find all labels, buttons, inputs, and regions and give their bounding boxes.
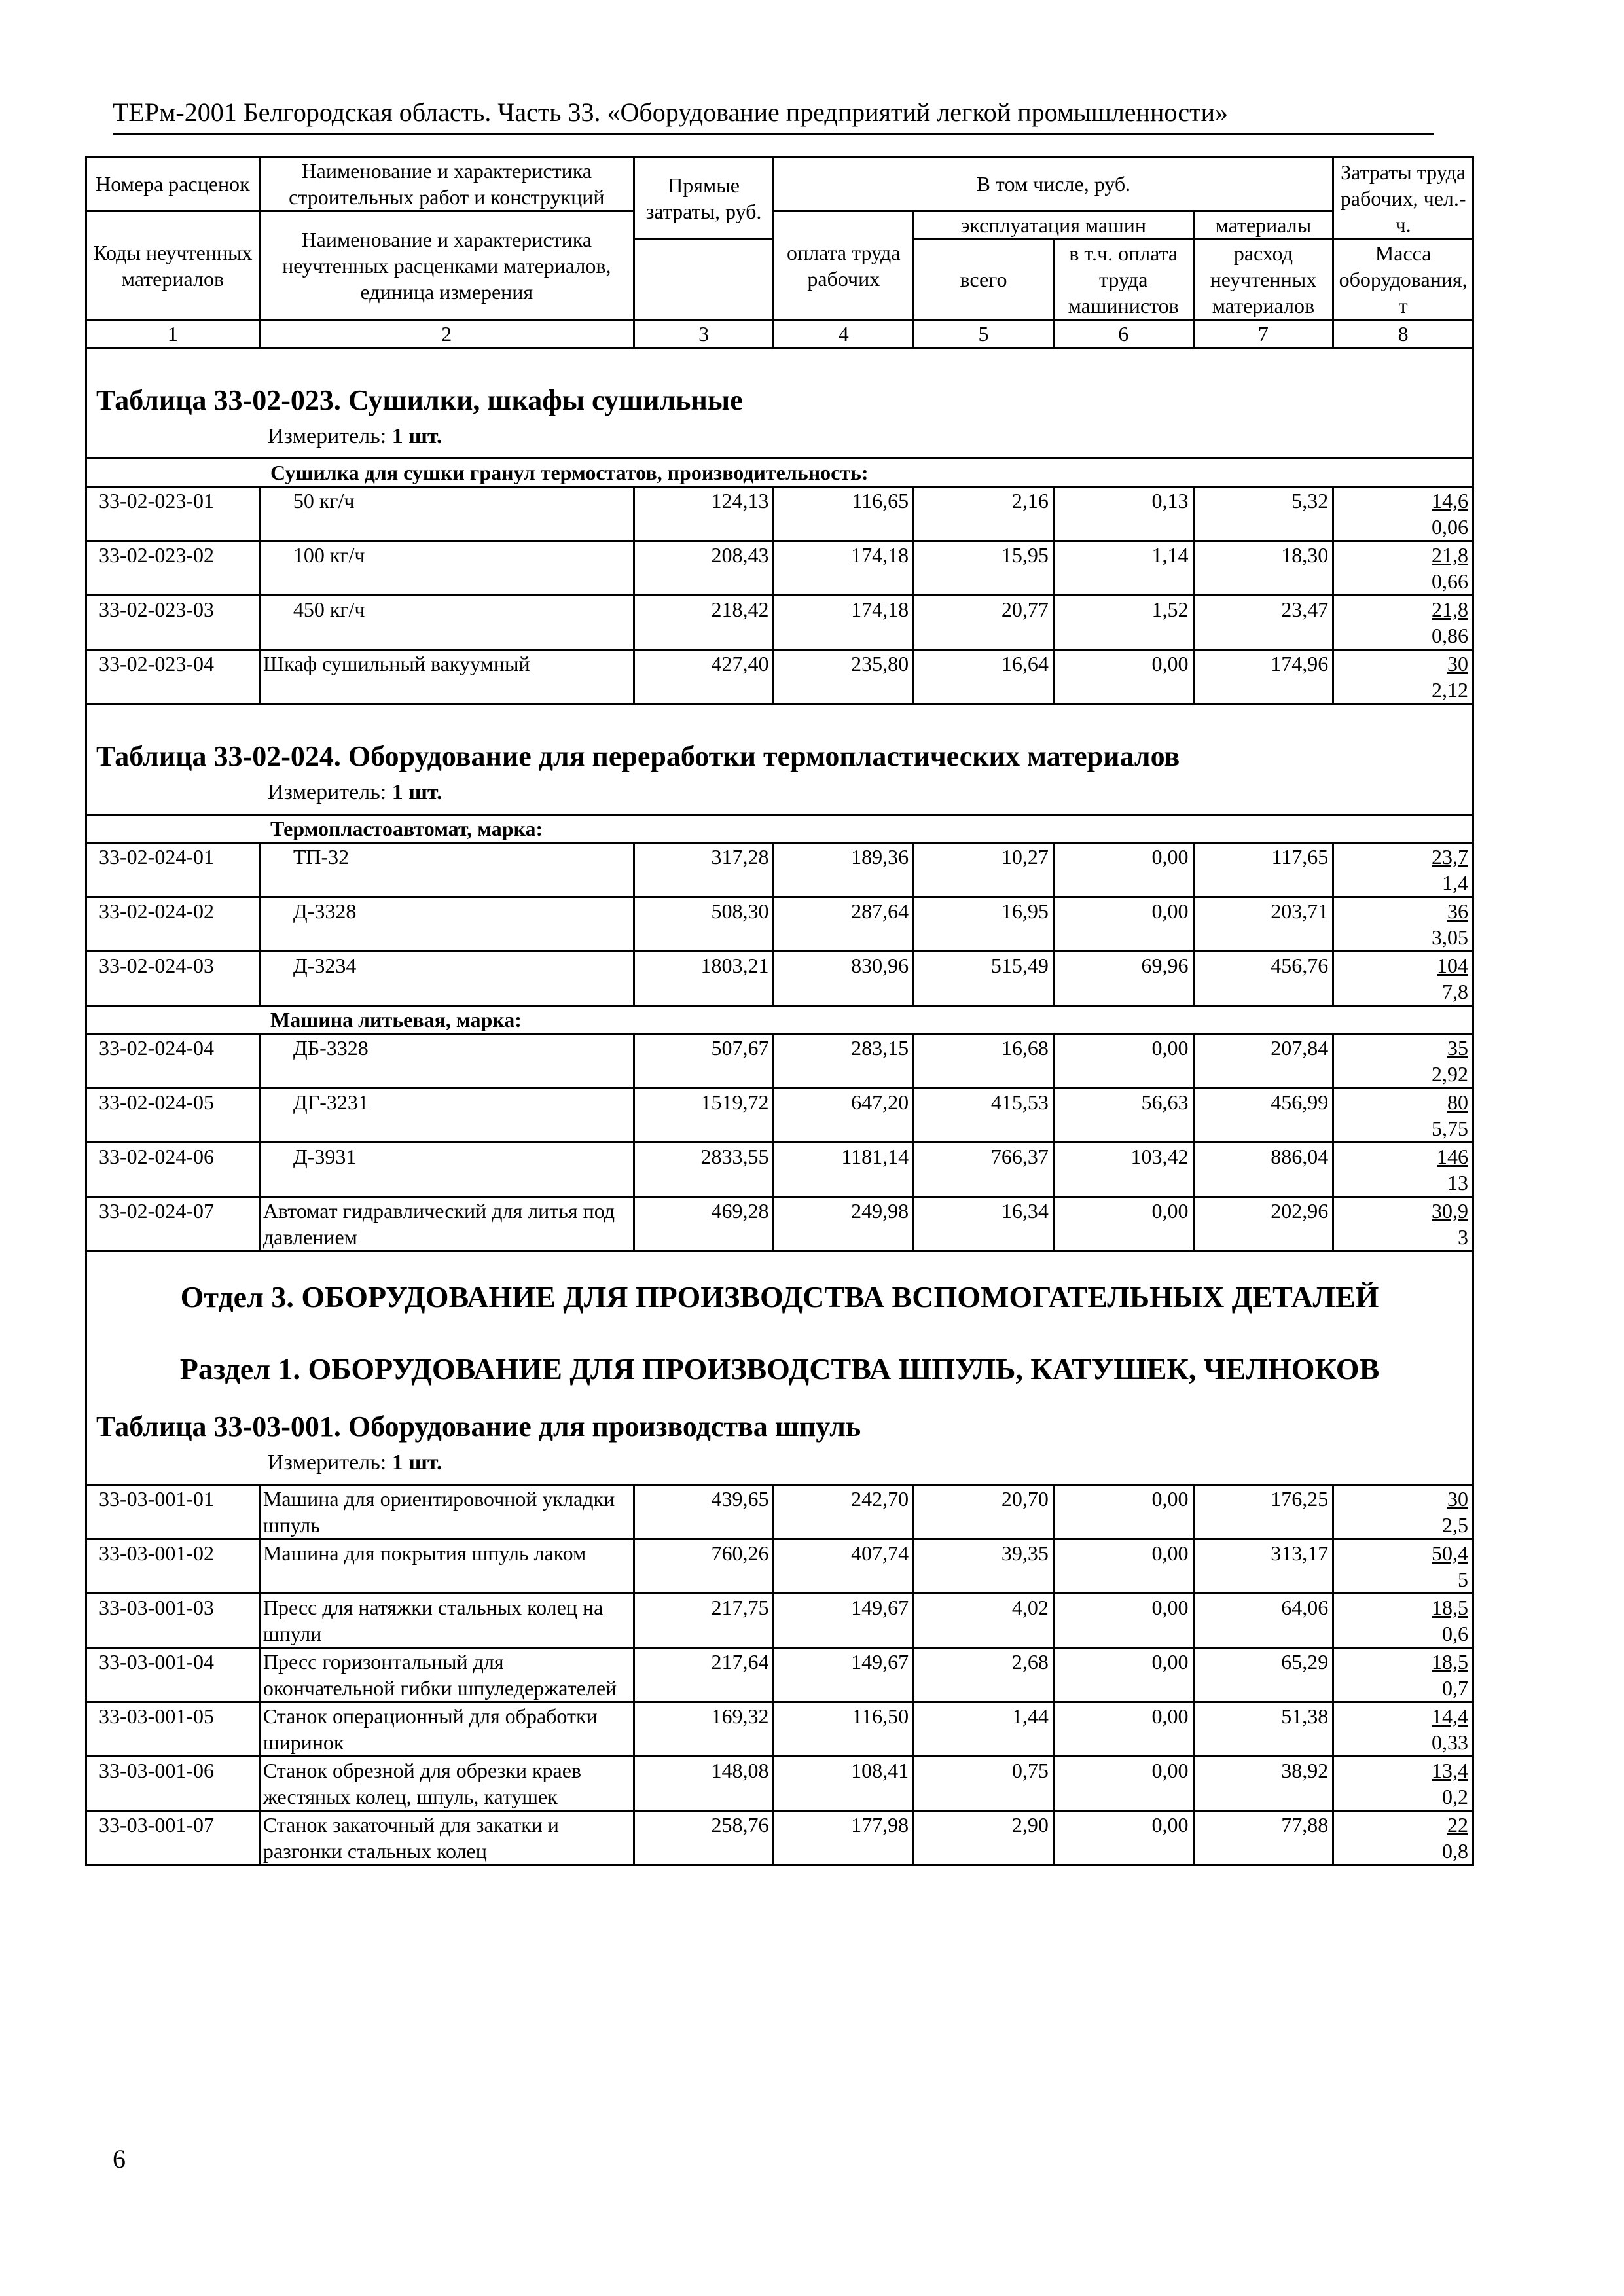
group-row [86, 815, 1473, 843]
value-c3: 317,28 [634, 843, 774, 897]
rate-name: 100 кг/ч [259, 541, 634, 596]
labor-mass-cell [1333, 1143, 1473, 1197]
labor-value: 21,8 [1432, 598, 1468, 621]
measure-value: 1 шт. [391, 424, 442, 448]
value-c7: 23,47 [1193, 596, 1333, 650]
rate-code: 33-02-023-02 [86, 541, 260, 596]
mass-value: 0,06 [1432, 515, 1468, 539]
value-c5: 515,49 [914, 952, 1054, 1006]
value-c6: 103,42 [1053, 1143, 1193, 1197]
rate-name: Станок операционный для обработки ширинок [259, 1702, 634, 1757]
value-c3: 760,26 [634, 1539, 774, 1594]
table-row [86, 1143, 1473, 1197]
value-c6: 0,00 [1053, 897, 1193, 952]
value-c5: 10,27 [914, 843, 1054, 897]
measure-line [96, 778, 1463, 807]
value-c6: 0,00 [1053, 1594, 1193, 1648]
labor-value: 50,4 [1432, 1541, 1468, 1565]
value-c3: 218,42 [634, 596, 774, 650]
rate-name: Станок закаточный для закатки и разгонки стальных колец [259, 1811, 634, 1865]
table-row [86, 1757, 1473, 1811]
labor-value: 21,8 [1432, 543, 1468, 567]
value-c4: 174,18 [774, 596, 914, 650]
rate-name: Д-3931 [259, 1143, 634, 1197]
page-number: 6 [113, 2144, 126, 2174]
col-header-naim2: Наименование и характеристика неучтенных расценками материалов, единица измерения [259, 211, 634, 320]
labor-value: 18,5 [1432, 1596, 1468, 1619]
rate-code: 33-03-001-03 [86, 1594, 260, 1648]
value-c4: 407,74 [774, 1539, 914, 1594]
labor-value: 36 [1447, 899, 1468, 923]
value-c5: 1,44 [914, 1702, 1054, 1757]
col-header-rashod: расход неучтенных материалов [1193, 240, 1333, 320]
table-row [86, 487, 1473, 541]
value-c5: 16,95 [914, 897, 1054, 952]
value-c6: 0,00 [1053, 1539, 1193, 1594]
rate-code: 33-02-023-01 [86, 487, 260, 541]
mass-value: 0,86 [1432, 624, 1468, 647]
value-c7: 38,92 [1193, 1757, 1333, 1811]
labor-value: 30 [1447, 1487, 1468, 1511]
measure-line [96, 422, 1463, 451]
rate-name: 50 кг/ч [259, 487, 634, 541]
value-c4: 174,18 [774, 541, 914, 596]
value-c7: 117,65 [1193, 843, 1333, 897]
table-title-row [86, 348, 1473, 459]
value-c5: 39,35 [914, 1539, 1054, 1594]
value-c3: 148,08 [634, 1757, 774, 1811]
value-c7: 203,71 [1193, 897, 1333, 952]
labor-value: 30,9 [1432, 1199, 1468, 1223]
table-row [86, 1088, 1473, 1143]
measure-value: 1 шт. [391, 780, 442, 804]
rate-name: ДБ-3328 [259, 1034, 634, 1088]
rate-code: 33-02-023-04 [86, 650, 260, 704]
rate-code: 33-03-001-07 [86, 1811, 260, 1865]
labor-value: 80 [1447, 1090, 1468, 1114]
labor-value: 13,4 [1432, 1759, 1468, 1782]
col-header-massa: Масса оборудования, т [1333, 240, 1473, 320]
value-c4: 189,36 [774, 843, 914, 897]
col-header-kody: Коды неучтенных материалов [86, 211, 260, 320]
rate-name: Пресс для натяжки стальных колец на шпули [259, 1594, 634, 1648]
table-row [86, 1594, 1473, 1648]
rate-name: Автомат гидравлический для литья под давлением [259, 1197, 634, 1251]
rate-name: Д-3234 [259, 952, 634, 1006]
value-c4: 149,67 [774, 1648, 914, 1702]
value-c5: 16,68 [914, 1034, 1054, 1088]
value-c7: 77,88 [1193, 1811, 1333, 1865]
value-c6: 1,14 [1053, 541, 1193, 596]
table-row [86, 650, 1473, 704]
value-c5: 15,95 [914, 541, 1054, 596]
section-heading: Отдел 3. ОБОРУДОВАНИЕ ДЛЯ ПРОИЗВОДСТВА ВСПОМОГАТЕЛЬНЫХ ДЕТАЛЕЙ [86, 1251, 1473, 1325]
rate-name: Шкаф сушильный вакуумный [259, 650, 634, 704]
rate-code: 33-03-001-04 [86, 1648, 260, 1702]
value-c5: 20,77 [914, 596, 1054, 650]
value-c5: 2,68 [914, 1648, 1054, 1702]
value-c6: 0,00 [1053, 1197, 1193, 1251]
rate-name: 450 кг/ч [259, 596, 634, 650]
value-c4: 287,64 [774, 897, 914, 952]
value-c3: 1803,21 [634, 952, 774, 1006]
rate-code: 33-03-001-05 [86, 1702, 260, 1757]
labor-mass-cell [1333, 1034, 1473, 1088]
value-c7: 5,32 [1193, 487, 1333, 541]
labor-mass-cell [1333, 1197, 1473, 1251]
value-c5: 16,64 [914, 650, 1054, 704]
value-c4: 108,41 [774, 1757, 914, 1811]
rate-code: 33-02-024-06 [86, 1143, 260, 1197]
table-row [86, 1702, 1473, 1757]
rate-name: Станок обрезной для обрезки краев жестяных колец, шпуль, катушек [259, 1757, 634, 1811]
section-row [86, 1251, 1473, 1325]
rates-table [85, 156, 1474, 1866]
col-number: 8 [1333, 320, 1473, 348]
col-number: 6 [1053, 320, 1193, 348]
measure-label: Измеритель: [268, 424, 387, 448]
labor-value: 35 [1447, 1036, 1468, 1060]
labor-mass-cell [1333, 1757, 1473, 1811]
labor-mass-cell [1333, 1088, 1473, 1143]
value-c4: 249,98 [774, 1197, 914, 1251]
group-row [86, 459, 1473, 487]
col-number: 2 [259, 320, 634, 348]
value-c3: 427,40 [634, 650, 774, 704]
value-c5: 4,02 [914, 1594, 1054, 1648]
table-title-text: Таблица 33-02-024. Оборудование для переработки термопластических материалов [96, 740, 1180, 772]
value-c7: 51,38 [1193, 1702, 1333, 1757]
labor-value: 30 [1447, 652, 1468, 675]
value-c3: 439,65 [634, 1485, 774, 1539]
col-number: 4 [774, 320, 914, 348]
value-c6: 0,00 [1053, 843, 1193, 897]
rate-code: 33-02-024-03 [86, 952, 260, 1006]
table-row [86, 1648, 1473, 1702]
value-c5: 20,70 [914, 1485, 1054, 1539]
labor-mass-cell [1333, 650, 1473, 704]
value-c4: 116,65 [774, 487, 914, 541]
value-c4: 149,67 [774, 1594, 914, 1648]
mass-value: 3,05 [1432, 925, 1468, 949]
value-c7: 174,96 [1193, 650, 1333, 704]
labor-mass-cell [1333, 487, 1473, 541]
mass-value: 1,4 [1442, 871, 1468, 895]
value-c6: 0,13 [1053, 487, 1193, 541]
value-c4: 1181,14 [774, 1143, 914, 1197]
table-row [86, 1034, 1473, 1088]
table-row [86, 1811, 1473, 1865]
rate-name: Пресс горизонтальный для окончательной гибки шпуледержателей [259, 1648, 634, 1702]
rate-code: 33-03-001-01 [86, 1485, 260, 1539]
col-header-vtch: в т.ч. оплата труда машинистов [1053, 240, 1193, 320]
value-c7: 202,96 [1193, 1197, 1333, 1251]
col-header-vsego: всего [914, 240, 1054, 320]
rate-code: 33-02-024-04 [86, 1034, 260, 1088]
section-row [86, 1324, 1473, 1396]
value-c7: 18,30 [1193, 541, 1333, 596]
value-c4: 235,80 [774, 650, 914, 704]
rate-name: ТП-32 [259, 843, 634, 897]
value-c7: 176,25 [1193, 1485, 1333, 1539]
table-title [86, 348, 1473, 459]
labor-mass-cell [1333, 1539, 1473, 1594]
table-row [86, 596, 1473, 650]
col-number: 3 [634, 320, 774, 348]
col-header-v-tom-chisle: В том числе, руб. [774, 157, 1333, 211]
labor-mass-cell [1333, 843, 1473, 897]
value-c3: 1519,72 [634, 1088, 774, 1143]
value-c6: 0,00 [1053, 1034, 1193, 1088]
table-title [86, 704, 1473, 815]
value-c3: 217,64 [634, 1648, 774, 1702]
table-row [86, 1485, 1473, 1539]
labor-mass-cell [1333, 897, 1473, 952]
value-c5: 0,75 [914, 1757, 1054, 1811]
page-header: ТЕРм-2001 Белгородская область. Часть 33. «Оборудование предприятий легкой промышленности» [113, 97, 1434, 135]
rate-code: 33-03-001-06 [86, 1757, 260, 1811]
value-c6: 0,00 [1053, 1485, 1193, 1539]
rate-code: 33-02-024-07 [86, 1197, 260, 1251]
mass-value: 0,66 [1432, 569, 1468, 593]
labor-value: 146 [1437, 1145, 1468, 1168]
rate-code: 33-02-024-01 [86, 843, 260, 897]
mass-value: 5 [1458, 1568, 1468, 1591]
value-c5: 2,90 [914, 1811, 1054, 1865]
labor-mass-cell [1333, 1702, 1473, 1757]
value-c3: 217,75 [634, 1594, 774, 1648]
value-c3: 507,67 [634, 1034, 774, 1088]
col-number: 5 [914, 320, 1054, 348]
value-c3: 208,43 [634, 541, 774, 596]
value-c3: 258,76 [634, 1811, 774, 1865]
table-row [86, 843, 1473, 897]
measure-line [96, 1448, 1463, 1477]
labor-value: 14,6 [1432, 489, 1468, 512]
rate-name: Д-3328 [259, 897, 634, 952]
labor-value: 18,5 [1432, 1650, 1468, 1674]
value-c7: 207,84 [1193, 1034, 1333, 1088]
mass-value: 2,5 [1442, 1513, 1468, 1537]
value-c7: 65,29 [1193, 1648, 1333, 1702]
col-number: 7 [1193, 320, 1333, 348]
value-c5: 766,37 [914, 1143, 1054, 1197]
rate-code: 33-02-024-05 [86, 1088, 260, 1143]
measure-value: 1 шт. [391, 1450, 442, 1475]
group-label: Машина литьевая, марка: [86, 1006, 1473, 1034]
group-label: Сушилка для сушки гранул термостатов, производительность: [86, 459, 1473, 487]
table-row [86, 1197, 1473, 1251]
value-c3: 469,28 [634, 1197, 774, 1251]
value-c5: 16,34 [914, 1197, 1054, 1251]
mass-value: 2,12 [1432, 678, 1468, 702]
value-c3: 508,30 [634, 897, 774, 952]
rate-code: 33-03-001-02 [86, 1539, 260, 1594]
col-number: 1 [86, 320, 260, 348]
value-c4: 242,70 [774, 1485, 914, 1539]
labor-mass-cell [1333, 1485, 1473, 1539]
subsection-heading: Раздел 1. ОБОРУДОВАНИЕ ДЛЯ ПРОИЗВОДСТВА ШПУЛЬ, КАТУШЕК, ЧЕЛНОКОВ [86, 1324, 1473, 1396]
value-c4: 283,15 [774, 1034, 914, 1088]
value-c7: 456,99 [1193, 1088, 1333, 1143]
mass-value: 0,33 [1432, 1731, 1468, 1754]
labor-mass-cell [1333, 952, 1473, 1006]
mass-value: 3 [1458, 1225, 1468, 1249]
col-header-pryamye: Прямые затраты, руб. [634, 157, 774, 240]
table-title [86, 1396, 1473, 1485]
table-row [86, 897, 1473, 952]
value-c7: 886,04 [1193, 1143, 1333, 1197]
table-title-text: Таблица 33-03-001. Оборудование для производства шпуль [96, 1410, 861, 1443]
value-c3: 2833,55 [634, 1143, 774, 1197]
value-c6: 56,63 [1053, 1088, 1193, 1143]
value-c6: 69,96 [1053, 952, 1193, 1006]
labor-value: 104 [1437, 954, 1468, 977]
group-label: Термопластоавтомат, марка: [86, 815, 1473, 843]
labor-mass-cell [1333, 1648, 1473, 1702]
value-c3: 169,32 [634, 1702, 774, 1757]
labor-value: 22 [1447, 1813, 1468, 1837]
col-header-oplata: оплата труда рабочих [774, 211, 914, 320]
mass-value: 5,75 [1432, 1117, 1468, 1140]
value-c6: 0,00 [1053, 1648, 1193, 1702]
mass-value: 0,6 [1442, 1622, 1468, 1645]
value-c6: 0,00 [1053, 650, 1193, 704]
group-row [86, 1006, 1473, 1034]
column-numbers-row [86, 320, 1473, 348]
table-row [86, 1539, 1473, 1594]
value-c4: 647,20 [774, 1088, 914, 1143]
mass-value: 2,92 [1432, 1062, 1468, 1086]
labor-mass-cell [1333, 596, 1473, 650]
value-c4: 830,96 [774, 952, 914, 1006]
labor-mass-cell [1333, 1811, 1473, 1865]
value-c7: 456,76 [1193, 952, 1333, 1006]
mass-value: 13 [1447, 1171, 1468, 1194]
value-c7: 64,06 [1193, 1594, 1333, 1648]
col-header-nomera: Номера расценок [86, 157, 260, 211]
labor-value: 14,4 [1432, 1704, 1468, 1728]
labor-mass-cell [1333, 1594, 1473, 1648]
col-header-zatraty: Затраты труда рабочих, чел.-ч. [1333, 157, 1473, 240]
value-c5: 2,16 [914, 487, 1054, 541]
col-header-materialy: материалы [1193, 211, 1333, 240]
mass-value: 7,8 [1442, 980, 1468, 1003]
table-row [86, 952, 1473, 1006]
value-c6: 0,00 [1053, 1702, 1193, 1757]
col-header-naim: Наименование и характеристика строительных работ и конструкций [259, 157, 634, 211]
value-c5: 415,53 [914, 1088, 1054, 1143]
rate-name: Машина для покрытия шпуль лаком [259, 1539, 634, 1594]
rate-name: Машина для ориентировочной укладки шпуль [259, 1485, 634, 1539]
measure-label: Измеритель: [268, 1450, 387, 1475]
labor-mass-cell [1333, 541, 1473, 596]
table-title-row [86, 1396, 1473, 1485]
measure-label: Измеритель: [268, 780, 387, 804]
value-c4: 116,50 [774, 1702, 914, 1757]
value-c3: 124,13 [634, 487, 774, 541]
labor-value: 23,7 [1432, 845, 1468, 869]
rate-code: 33-02-024-02 [86, 897, 260, 952]
value-c7: 313,17 [1193, 1539, 1333, 1594]
value-c6: 1,52 [1053, 596, 1193, 650]
rate-name: ДГ-3231 [259, 1088, 634, 1143]
table-title-text: Таблица 33-02-023. Сушилки, шкафы сушильные [96, 384, 743, 416]
mass-value: 0,8 [1442, 1839, 1468, 1863]
table-row [86, 541, 1473, 596]
value-c6: 0,00 [1053, 1811, 1193, 1865]
table-title-row [86, 704, 1473, 815]
value-c4: 177,98 [774, 1811, 914, 1865]
value-c6: 0,00 [1053, 1757, 1193, 1811]
mass-value: 0,2 [1442, 1785, 1468, 1808]
col-header-ekspl: эксплуатация машин [914, 211, 1193, 240]
mass-value: 0,7 [1442, 1676, 1468, 1700]
rate-code: 33-02-023-03 [86, 596, 260, 650]
